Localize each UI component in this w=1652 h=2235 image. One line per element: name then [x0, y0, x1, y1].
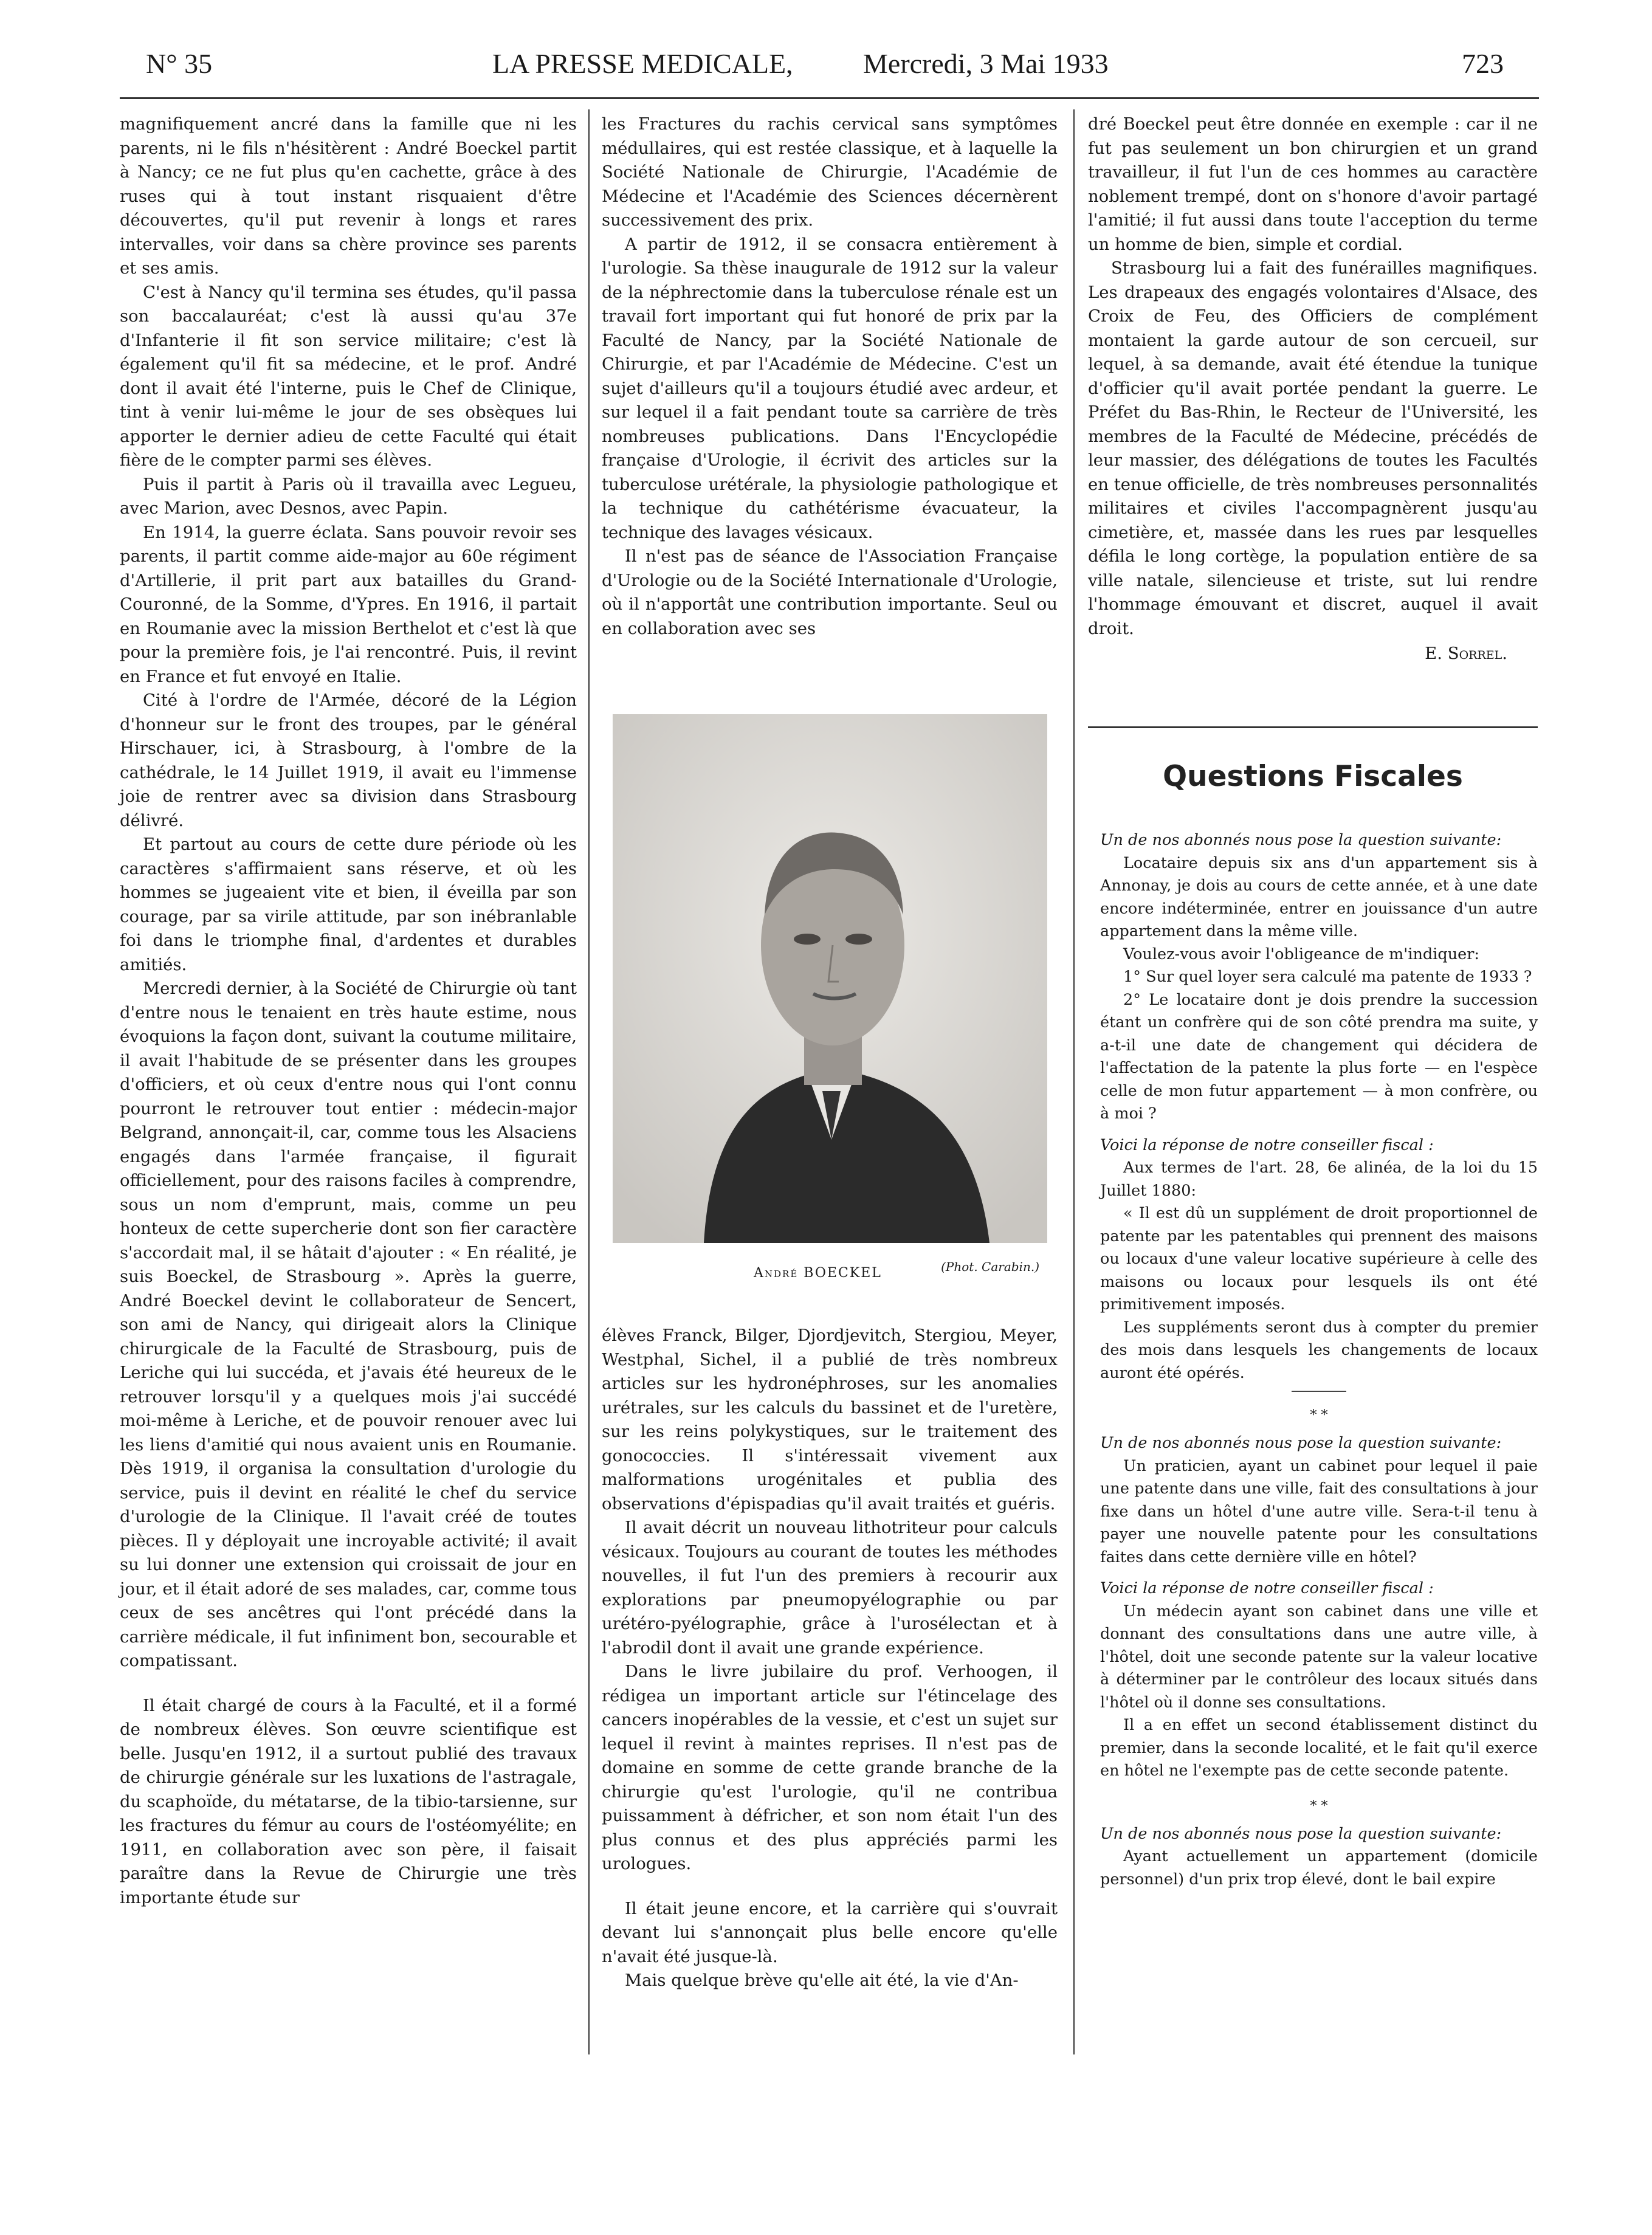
column-1: [120, 112, 577, 1910]
section-title: Questions Fiscales: [1163, 760, 1463, 793]
answer-text: Un médecin ayant son cabinet dans une ville et donnant des consultations dans une autre ville, à l'hôtel, doit une seconde patente sur la valeur locative à déterminer par le contrôleur des locaux situés dans l'hôtel où il donne ses consultations.: [1100, 1602, 1538, 1712]
question-intro: Un de nos abonnés nous pose la question suivante:: [1100, 1824, 1502, 1843]
paragraph: magnifiquement ancré dans la famille que ni les parents, ni le fils n'hésitèrent : André Boeckel partit à Nancy; ce ne fut plus qu'en cachette, grâce à des ruses qui à tout instant risquaient d'être découvertes, qu'il put revenir à longs et rares intervalles, voir dans sa chère province ses parents et ses amis.: [120, 114, 577, 278]
photo-credit: (Phot. Carabin.): [941, 1259, 1039, 1274]
signature: E. Sorrel.: [1425, 644, 1507, 663]
section-rule: [1088, 726, 1538, 728]
question-text: Voulez-vous avoir l'obligeance de m'indiquer:: [1123, 945, 1479, 963]
paragraph: Strasbourg lui a fait des funérailles magnifiques. Les drapeaux des engagés volontaires d'Alsace, des Croix de Feu, des Officiers de complément montaient la garde autour de son cercueil, sur lequel, à sa demande, avait été étendue la tunique d'officier qu'il avait portée pendant la guerre. Le Préfet du Bas-Rhin, le Recteur de l'Université, les membres de la Faculté de Médecine, précédés de leur massier, des délégations de toutes les Facultés en tenue officielle, de très nombreuses personnalités militaires et civiles l'accompagnèrent jusqu'au cimetière, et, massée dans les rues par lesquelles défila le long cortège, la population entière de sa ville natale, silencieuse et triste, sut lui rendre l'hommage émouvant et discret, auquel il avait droit.: [1088, 258, 1538, 638]
question-text: Un praticien, ayant un cabinet pour lequel il paie une patente dans une ville, fait des consultations à jour fixe dans un hôtel d'une autre ville. Sera-t-il tenu à payer une nouvelle patente pour les consultations faites dans cette dernière ville en hôtel?: [1100, 1456, 1538, 1566]
page-header: [146, 47, 1513, 90]
column-divider: [1073, 109, 1075, 2054]
column-2-top: [602, 112, 1058, 641]
answer-intro: Voici la réponse de notre conseiller fiscal :: [1100, 1579, 1434, 1597]
journal-title: LA PRESSE MEDICALE,: [492, 48, 793, 79]
portrait-image: [613, 714, 1047, 1243]
question-intro: Un de nos abonnés nous pose la question suivante:: [1100, 831, 1502, 849]
paragraph: Il avait décrit un nouveau lithotriteur pour calculs vésicaux. Toujours au courant de toutes les méthodes nouvelles, il fut l'un des premiers à recourir aux explorations par pneumopyélographie ou par urétéro-pyélographie, grâce à l'urosélectan et à l'abrodil dont il avait une grande expérience.: [602, 1518, 1058, 1658]
paragraph: Il était chargé de cours à la Faculté, et il a formé de nombreux élèves. Son œuvre scientifique est belle. Jusqu'en 1912, il a surtout publié des travaux de chirurgie générale sur les luxations de l'astragale, du scaphoïde, du métatarse, de la tibio-tarsienne, sur les fractures du fémur au cours de l'ostéomyélite; en 1911, en collaboration avec son père, il faisait paraître dans la Revue de Chirurgie une très importante étude sur: [120, 1695, 577, 1907]
paragraph: Cité à l'ordre de l'Armée, décoré de la Légion d'honneur sur le front des troupes, par le général Hirschauer, ici, à Strasbourg, à l'ombre de la cathédrale, le 14 Juillet 1919, il avait eu l'immense joie de rentrer avec sa division dans Strasbourg délivré.: [120, 690, 577, 830]
photo-caption: [614, 1259, 1045, 1284]
paragraph: Il n'est pas de séance de l'Association Française d'Urologie ou de la Société Internationale d'Urologie, où il n'apportât une contribution importante. Seul ou en collaboration avec ses: [602, 546, 1058, 638]
question-text: 1° Sur quel loyer sera calculé ma patente de 1933 ?: [1123, 968, 1532, 986]
stars-separator: * *: [1310, 1408, 1328, 1423]
paragraph: dré Boeckel peut être donnée en exemple : car il ne fut pas seulement un bon chirurgien et un grand travailleur, il fut l'un de ces hommes au caractère noblement trempé, dont on s'honore d'avoir partagé l'amitié; il fut aussi dans toute l'acception du terme un homme de bien, simple et cordial.: [1088, 114, 1538, 254]
column-2-bottom: [602, 1324, 1058, 1993]
question-text: Ayant actuellement un appartement (domicile personnel) d'un prix trop élevé, dont le bail expire: [1100, 1847, 1538, 1889]
paragraph: élèves Franck, Bilger, Djordjevitch, Stergiou, Meyer, Westphal, Sichel, il a publié de très nombreux articles sur les hydronéphroses, sur les anomalies urétrales, sur les calculs du bassinet et de l'uretère, sur les reins polykystiques, sur le traitement des gonococcies. Il s'intéressait vivement aux malformations urogénitales et publia des observations d'épispadias qu'il avait traités et guéris.: [602, 1326, 1058, 1514]
answer-text: Aux termes de l'art. 28, 6e alinéa, de la loi du 15 Juillet 1880:: [1100, 1159, 1538, 1200]
paragraph: A partir de 1912, il se consacra entièrement à l'urologie. Sa thèse inaugurale de 1912 sur la valeur de la néphrectomie dans la tuberculose rénale est un travail fort important qui fut honoré de prix par la Faculté de Nancy, par la Société Nationale de Chirurgie, et par l'Académie de Médecine. C'est un sujet d'ailleurs qu'il a toujours étudié avec ardeur, et sur lequel il a fait pendant toute sa carrière de très nombreuses publications. Dans l'Encyclopédie française d'Urologie, il écrivit des articles sur la tuberculose urétérale, la physiologie pathologique et la technique du cathétérisme évacuateur, la technique des lavages vésicaux.: [602, 234, 1058, 542]
answer-intro: Voici la réponse de notre conseiller fiscal :: [1100, 1135, 1434, 1154]
paragraph: Dans le livre jubilaire du prof. Verhoogen, il rédigea un important article sur l'étincelage des cancers inopérables de la vessie, et c'est un sujet sur lequel il revint à maintes reprises. Il n'est pas de domaine en somme de cette grande branche de la chirurgie qu'est l'urologie, qu'il ne contribua puissamment à défricher, et son nom était l'un des plus connus et des plus appréciés parmi les urologues.: [602, 1662, 1058, 1873]
column-divider: [588, 109, 590, 2054]
paragraph: Mais quelque brève qu'elle ait été, la vie d'An-: [625, 1971, 1019, 1990]
page-number: 723: [1462, 48, 1504, 79]
answer-text: « Il est dû un supplément de droit proportionnel de patente par les patentables qui prennent des maisons ou locaux d'une valeur locative supérieure à celle des maisons ou locaux pour lesquels ils ont été primitivement imposés.: [1100, 1204, 1538, 1314]
paragraph: Puis il partit à Paris où il travailla avec Legueu, avec Marion, avec Desnos, avec Papin.: [120, 474, 577, 518]
question-text: 2° Le locataire dont je dois prendre la succession étant un confrère qui de son côté prendra ma suite, y a-t-il une date de changement qui décidera de l'affectation de la patente la plus forte — en l'espèce celle de mon futur appartement — à mon confrère, ou à moi ?: [1100, 990, 1538, 1123]
paragraph: les Fractures du rachis cervical sans symptômes médullaires, qui est restée classique, et à laquelle la Société Nationale de Chirurgie, l'Académie de Médecine et l'Académie des Sciences décernèrent successivement des prix.: [602, 114, 1058, 230]
question-intro: Un de nos abonnés nous pose la question suivante:: [1100, 1434, 1502, 1452]
paragraph: En 1914, la guerre éclata. Sans pouvoir revoir ses parents, il partit comme aide-major au 60e régiment d'Artillerie, il prit part aux batailles du Grand-Couronné, de la Somme, d'Ypres. En 1916, il partait en Roumanie avec la mission Berthelot et c'est là que pour la première fois, je l'ai rencontré. Puis, il revint en France et fut envoyé en Italie.: [120, 522, 577, 686]
portrait-photo: [613, 714, 1047, 1243]
issue-number: N° 35: [146, 48, 213, 79]
column-3-top: [1088, 112, 1538, 666]
paragraph: Il était jeune encore, et la carrière qui s'ouvrait devant lui s'annonçait plus belle encore qu'elle n'avait été jusque-là.: [602, 1898, 1058, 1966]
stars-separator: * *: [1310, 1798, 1328, 1814]
issue-date: Mercredi, 3 Mai 1933: [863, 48, 1109, 79]
caption-name: André BOECKEL: [754, 1266, 882, 1281]
question-text: Locataire depuis six ans d'un appartement sis à Annonay, je dois au cours de cette année, et à une date encore indéterminée, entrer en jouissance d'un autre appartement dans la même ville.: [1100, 853, 1538, 940]
answer-text: Les suppléments seront dus à compter du premier des mois dans lesquels les changements de locaux auront été opérés.: [1100, 1318, 1538, 1382]
header-rule: [120, 97, 1539, 99]
paragraph: C'est à Nancy qu'il termina ses études, qu'il passa son baccalauréat; c'est là aussi qu'au 37e d'Infanterie il fit son service militaire; c'est là également qu'il fit sa médecine, et le prof. André dont il avait été l'interne, puis le Chef de Clinique, tint à venir lui-même le jour de ses obsèques lui apporter le dernier adieu de cette Faculté qui était fière de le compter parmi ses élèves.: [120, 282, 577, 470]
short-rule: [1292, 1391, 1346, 1392]
answer-text: Il a en effet un second établissement distinct du premier, dans la seconde localité, et le fait qu'il exerce en hôtel ne l'exempte pas de cette seconde patente.: [1100, 1716, 1538, 1780]
paragraph: Et partout au cours de cette dure période où les caractères s'affirmaient sans réserve, et où les hommes se jugeaient vite et bien, il éveilla par son courage, par sa virile attitude, par son inébranlable foi dans le triomphe final, d'ardentes et durables amitiés.: [120, 835, 577, 974]
paragraph: Mercredi dernier, à la Société de Chirurgie où tant d'entre nous le tenaient en très haute estime, nous évoquions la façon dont, suivant la coutume militaire, il avait l'habitude de se présenter dans les groupes d'officiers, et où ceux d'entre nous qui l'ont connu pourront le retrouver tout entier : médecin-major Belgrand, annonçait-il, car, comme tous les Alsaciens engagés dans l'armée française, il figurait officiellement, pour des raisons faciles à comprendre, sous un nom d'emprunt, mais, comme un peu honteux de cette supercherie dont son fier caractère s'accordait mal, il se hâtait d'ajouter : « En réalité, je suis Boeckel, de Strasbourg ». Après la guerre, André Boeckel devint le collaborateur de Sencert, son ami de Nancy, qui dirigeait alors la Clinique chirurgicale de la Faculté de Strasbourg, puis de Leriche qui lui succéda, et j'avais été heureux de le retrouver lorsqu'il y a quelques mois j'ai succédé moi-même à Leriche, et de pouvoir renouer avec lui les liens d'amitié qui nous avaient unis en Roumanie. Dès 1919, il organisa la consultation d'urologie du service, puis il devint en réalité le chef du service d'urologie de la Clinique. Il l'avait créé de toutes pièces. Il y déployait une incroyable activité; il avait su lui donner une extension qui croissait de jour en jour, et il était adoré de ses malades, car, comme tous ceux de ses ancêtres qui l'ont précédé dans la carrière médicale, il fut infiniment bon, secourable et compatissant.: [120, 979, 577, 1670]
fiscal-questions: [1100, 821, 1538, 1891]
